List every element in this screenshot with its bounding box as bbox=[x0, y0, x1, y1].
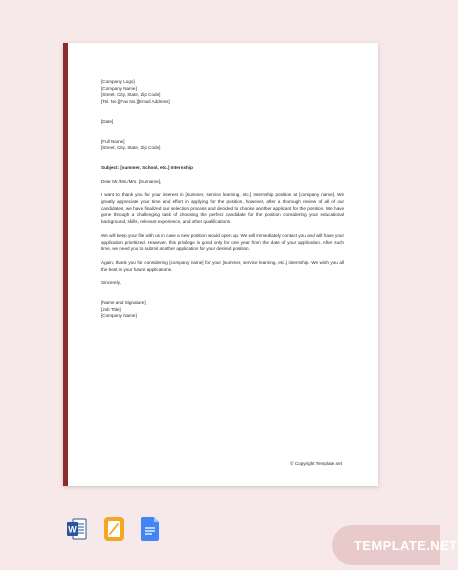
svg-text:W: W bbox=[68, 524, 77, 535]
word-icon[interactable] bbox=[67, 517, 87, 541]
signature-name: [Name and Signature] bbox=[101, 300, 146, 306]
recipient-street: [Street, City, State, Zip Code] bbox=[101, 145, 161, 151]
letter-page bbox=[63, 43, 378, 486]
pages-icon[interactable] bbox=[104, 517, 124, 541]
letter-date: [Date] bbox=[101, 118, 114, 124]
salutation: Dear Mr./Ms./Mrs. [Surname], bbox=[101, 178, 162, 184]
recipient-name: [Full Name] bbox=[101, 138, 125, 144]
company-name: [Company Name] bbox=[101, 85, 137, 91]
signature-company: [Company Name] bbox=[101, 313, 137, 319]
accent-bar bbox=[63, 43, 68, 486]
paragraph-2: We will keep your file with us in case a new position would open up. We will immediately contact you and will have your application prioritized. However, this privilege is good only for one year from the date of your application. After such time, we need you to submit another application for your desired position. bbox=[101, 232, 344, 252]
company-street: [Street, City, State, Zip Code] bbox=[101, 92, 161, 98]
letter-subject: Subject: [summer, School, etc.] Internship bbox=[101, 164, 193, 170]
google-docs-icon[interactable] bbox=[141, 517, 161, 541]
format-icons bbox=[67, 517, 161, 541]
paragraph-3: Again, thank you for considering [company name] for your [summer, service learning, etc.] internship. We wish you all the best in your future applications. bbox=[101, 259, 344, 272]
signature-title: [Job Title] bbox=[101, 306, 121, 312]
company-logo: [Company Logo] bbox=[101, 79, 135, 84]
template-net-badge[interactable] bbox=[332, 525, 458, 565]
letter-body bbox=[101, 79, 344, 320]
paragraph-1: I want to thank you for your interest in [summer, service learning, etc.] Internship position at [company name]. We greatly appreciate your time and effort in applying for the position, however, after a thorough review of all of our candidates, we have finalized our selection process and decided to choose another applicant for the position. We have gone through a challenging task of choosing the perfect candidate for the position considering your educational background, skills, relevant experience, and other qualifications. bbox=[101, 192, 344, 225]
company-contact: [Tel. No.][Fax No.][Email Address] bbox=[101, 99, 170, 105]
brand-label: TEMPLATE.NET bbox=[354, 537, 458, 553]
closing: Sincerely, bbox=[101, 280, 121, 286]
copyright-text: © Copyright Template.net bbox=[290, 461, 342, 466]
